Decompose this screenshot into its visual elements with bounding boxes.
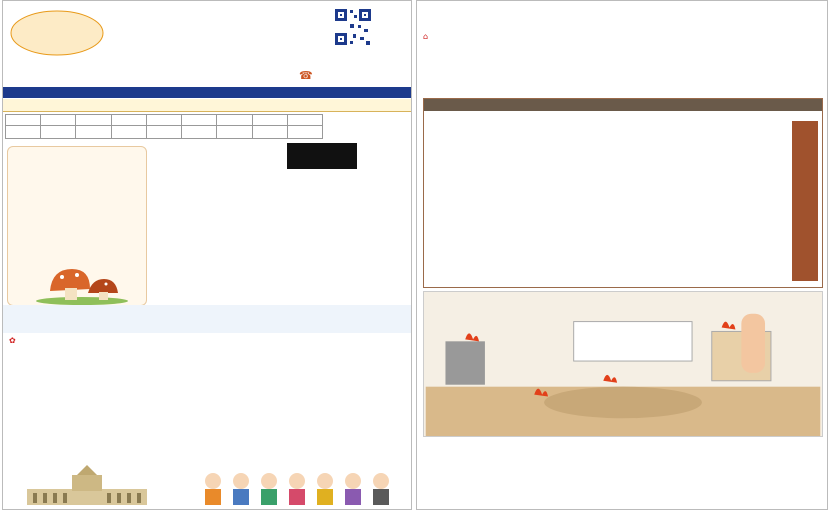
black-friday-badge <box>287 143 357 169</box>
phone-icon: ☎ <box>299 69 313 82</box>
month-logo <box>9 5 107 59</box>
people-illustration-icon <box>199 469 405 507</box>
cal-rokuyo <box>76 126 111 139</box>
cal-rokuyo <box>182 126 217 139</box>
cal-rokuyo <box>287 126 322 139</box>
cal-rokuyo <box>252 126 287 139</box>
cal-date <box>182 115 217 126</box>
lucky-days-table <box>5 114 323 139</box>
badge-top <box>287 143 357 145</box>
cabinet-paragraph <box>9 334 407 347</box>
left-page <box>2 0 412 510</box>
qr-code-icon[interactable] <box>333 7 373 47</box>
fire-paragraph <box>423 31 823 43</box>
right-page <box>416 0 828 510</box>
cal-rokuyo <box>6 126 41 139</box>
table-row-rokuyo <box>6 126 323 139</box>
diet-building-icon <box>17 463 157 507</box>
cal-rokuyo <box>41 126 76 139</box>
cal-rokuyo <box>217 126 252 139</box>
lucky-days-bar <box>3 99 411 112</box>
cal-rokuyo <box>146 126 181 139</box>
cal-date <box>41 115 76 126</box>
cabinet-body <box>9 334 407 347</box>
fire-intro <box>423 31 823 43</box>
cal-rokuyo <box>111 126 146 139</box>
mushroom-illustration-icon <box>32 255 132 305</box>
events-box <box>7 146 147 306</box>
header <box>3 1 412 87</box>
phone-number[interactable] <box>299 69 315 82</box>
house-icon: ⌂ <box>423 32 429 41</box>
cal-date <box>6 115 41 126</box>
cal-date <box>287 115 322 126</box>
house-fire-illustration-icon <box>423 291 823 437</box>
cal-date <box>111 115 146 126</box>
info-bar <box>3 87 411 98</box>
fire-checklist <box>423 98 823 288</box>
cabinet-title-band <box>3 305 411 333</box>
cal-date <box>217 115 252 126</box>
table-row-dates <box>6 115 323 126</box>
cal-date <box>76 115 111 126</box>
month-logo-bg <box>9 5 107 59</box>
flower-icon: ✿ <box>9 336 16 345</box>
checklist-conclusion <box>792 121 818 281</box>
cal-date <box>146 115 181 126</box>
checklist-title <box>424 99 822 111</box>
cal-date <box>252 115 287 126</box>
